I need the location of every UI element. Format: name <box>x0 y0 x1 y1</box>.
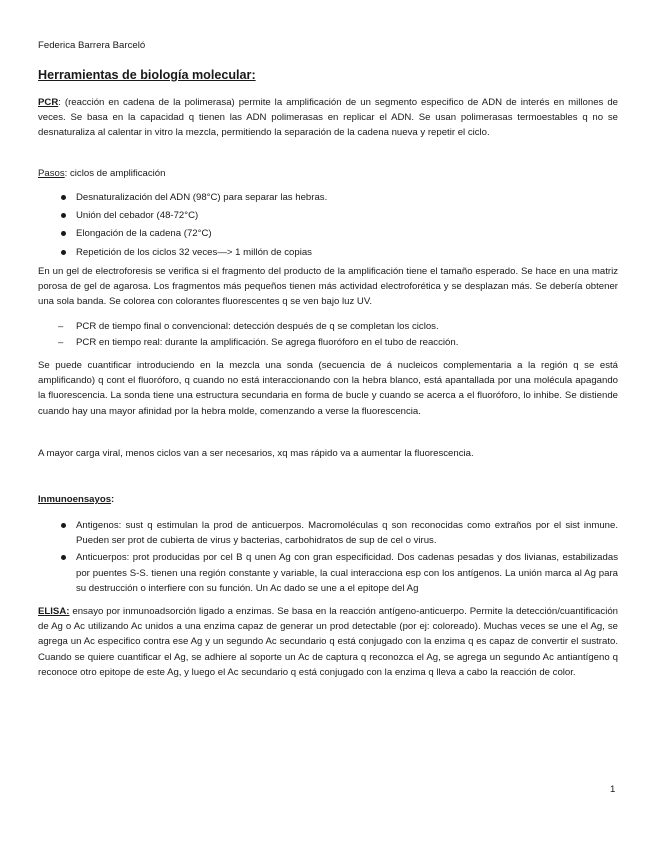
elisa-term: ELISA: <box>38 606 70 617</box>
carga-viral-paragraph: A mayor carga viral, menos ciclos van a ser necesarios, xq mas rápido va a aumentar la fluorescencia. <box>38 448 474 459</box>
pasos-label: Pasos <box>38 168 65 179</box>
list-item: Antigenos: sust q estimulan la prod de anticuerpos. Macromoléculas q son reconocidas como extraños por el sist inmune. Pueden ser prot de cubierta de virus y bacterias, carbohidratos de sup de cel o virus. <box>38 518 618 548</box>
list-item: – PCR de tiempo final o convencional: detección después de q se completan los ciclos. <box>38 319 618 334</box>
pasos-heading <box>38 166 618 181</box>
pcr-text: : (reacción en cadena de la polimerasa) permite la amplificación de un segmento especifico de ADN de interés en millones de veces. Se basa en la capacidad q tienen las ADN polimerasas en replicar el ADN. Se usan polimerasas termoestables q no se desnaturaliza al calentar in vitro la mezcla, permitiendo la separación de la cadena nueva y repetir el ciclo. <box>38 97 618 139</box>
pcr-term: PCR <box>38 97 59 108</box>
page-title: Herramientas de biología molecular: <box>38 68 256 82</box>
list-item: Elongación de la cadena (72°C) <box>38 226 618 241</box>
elisa-paragraph <box>38 604 618 680</box>
inmuno-list <box>38 518 618 596</box>
inmuno-colon: : <box>111 494 115 505</box>
elisa-text: ensayo por inmunoadsorción ligado a enzimas. Se basa en la reacción antígeno-anticuerpo. Permite la detección/cuantificación de Ag o Ac utilizando Ac unidos a una enzima capaz de generar un prod detectable (por ej: coloreado). Muchas veces se une el Ag, se agrega un Ac especifico contra ese Ag y un segundo Ac secundario q está conjugado con la enzima q es capaz de convertir el sustrato. Cuando se quiere cuantificar el Ag, se adhiere al soporte un Ac de captura q reconozca el Ag, se agrega un segundo Ac antiantígeno q reconoce otro epitope de este Ag, y luego el Ac secundario q está conjugado con la enzima q lleva a cabo la reacción de color. <box>38 606 618 678</box>
page-number: 1 <box>610 784 616 795</box>
list-item: Repetición de los ciclos 32 veces—> 1 millón de copias <box>38 245 618 260</box>
list-item: Desnaturalización del ADN (98°C) para separar las hebras. <box>38 190 618 205</box>
electroforesis-paragraph: En un gel de electroforesis se verifica si el fragmento del producto de la amplificación tiene el tamaño esperado. Se hace en una matriz porosa de gel de agarosa. Los fragmentos más pequeños tienen más actividad electroforética y se desplazan más. Se debería obtener una sola banda. Se colorea con colorantes fluorescentes q se ven bajo luz UV. <box>38 266 618 308</box>
inmunoensayos-heading <box>38 492 618 507</box>
list-item: Unión del cebador (48-72°C) <box>38 208 618 223</box>
pcr-types-list <box>38 319 618 350</box>
inmuno-heading-text: Inmunoensayos <box>38 494 112 505</box>
list-item: Anticuerpos: prot producidas por cel B q unen Ag con gran especificidad. Dos cadenas pesadas y dos livianas, estabilizadas por puentes S-S. tienen una región constante y variable, la cual interacciona esp con los antígenos. La unión marca al Ag para su destrucción o interfiere con su función. Un Ac dado se une a el epitope del Ag <box>38 550 618 596</box>
sonda-paragraph: Se puede cuantificar introduciendo en la mezcla una sonda (secuencia de á nucleicos complementaria a la región q se está amplificando) q cont el fluoróforo, q cuando no está interaccionando con la hebra blanco, está apantallada por una molécula apagando la fluorescencia. La sonda tiene una estructura secundaria en forma de bucle y cuando se acerca a el fluoróforo, lo inhibe. Se distiende cuando hay una mayor afinidad por la hebra molde, comenzando a verse la fluorescencia. <box>38 360 618 417</box>
list-item: – PCR en tiempo real: durante la amplificación. Se agrega fluoróforo en el tubo de reacción. <box>38 335 618 350</box>
author-name: Federica Barrera Barceló <box>38 40 146 51</box>
pasos-text: : ciclos de amplificación <box>64 168 166 179</box>
pcr-paragraph <box>38 95 618 141</box>
pasos-list <box>38 190 618 260</box>
